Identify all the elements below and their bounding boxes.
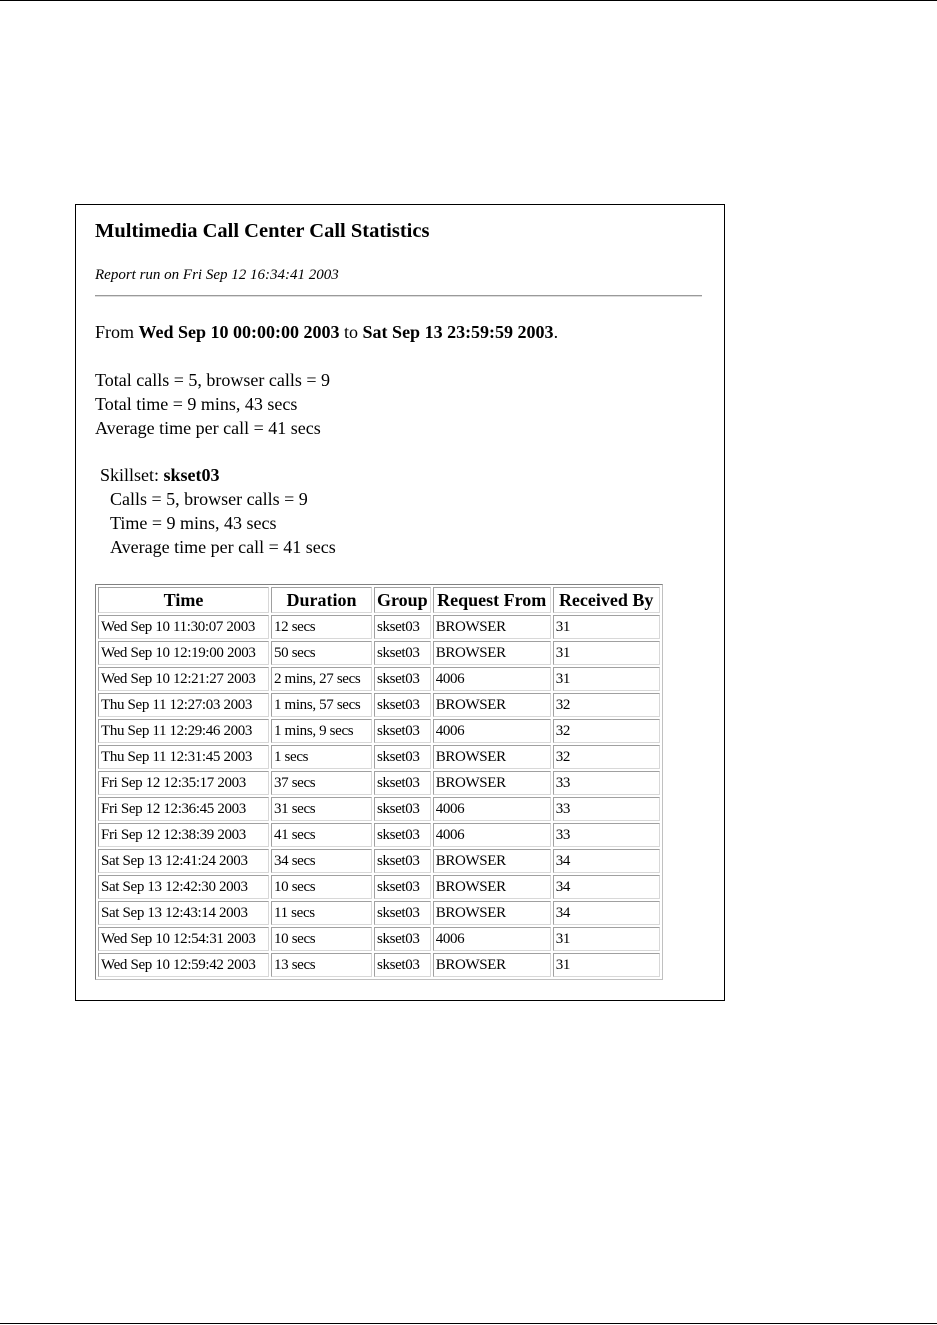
- page-top-rule: [0, 0, 937, 1]
- column-header-time: Time: [98, 587, 269, 613]
- table-row: [98, 719, 660, 743]
- cell-duration: 1 mins, 57 secs: [271, 693, 372, 717]
- skillset-line: [100, 464, 220, 486]
- cell-duration: 41 secs: [271, 823, 372, 847]
- cell-group: skset03: [374, 771, 431, 795]
- cell-group: skset03: [374, 719, 431, 743]
- cell-request-from: BROWSER: [433, 875, 551, 899]
- cell-request-from: BROWSER: [433, 745, 551, 769]
- cell-time: Thu Sep 11 12:31:45 2003: [98, 745, 269, 769]
- table-row: [98, 797, 660, 821]
- report-title: Multimedia Call Center Call Statistics: [95, 220, 430, 242]
- range-from: Wed Sep 10 00:00:00 2003: [138, 322, 340, 342]
- cell-duration: 31 secs: [271, 797, 372, 821]
- cell-time: Wed Sep 10 12:19:00 2003: [98, 641, 269, 665]
- cell-duration: 50 secs: [271, 641, 372, 665]
- cell-received-by: 32: [553, 693, 660, 717]
- column-header-received-by: Received By: [553, 587, 660, 613]
- cell-request-from: 4006: [433, 719, 551, 743]
- cell-time: Sat Sep 13 12:41:24 2003: [98, 849, 269, 873]
- cell-time: Fri Sep 12 12:38:39 2003: [98, 823, 269, 847]
- cell-duration: 12 secs: [271, 615, 372, 639]
- cell-group: skset03: [374, 953, 431, 977]
- cell-group: skset03: [374, 615, 431, 639]
- cell-request-from: 4006: [433, 667, 551, 691]
- cell-request-from: BROWSER: [433, 615, 551, 639]
- cell-received-by: 31: [553, 927, 660, 951]
- skillset-calls: Calls = 5, browser calls = 9: [110, 489, 308, 509]
- cell-group: skset03: [374, 667, 431, 691]
- skillset-average: Average time per call = 41 secs: [110, 537, 336, 557]
- table-row: [98, 667, 660, 691]
- cell-request-from: 4006: [433, 927, 551, 951]
- cell-received-by: 31: [553, 953, 660, 977]
- table-row: [98, 641, 660, 665]
- table-row: [98, 901, 660, 925]
- average-time: Average time per call = 41 secs: [95, 418, 321, 438]
- cell-request-from: 4006: [433, 823, 551, 847]
- table-row: [98, 927, 660, 951]
- cell-group: skset03: [374, 693, 431, 717]
- date-range: [95, 321, 558, 343]
- cell-duration: 10 secs: [271, 875, 372, 899]
- column-header-request-from: Request From: [433, 587, 551, 613]
- cell-received-by: 32: [553, 745, 660, 769]
- cell-received-by: 34: [553, 901, 660, 925]
- cell-received-by: 33: [553, 771, 660, 795]
- cell-time: Sat Sep 13 12:43:14 2003: [98, 901, 269, 925]
- cell-time: Fri Sep 12 12:35:17 2003: [98, 771, 269, 795]
- cell-received-by: 34: [553, 849, 660, 873]
- table-row: [98, 849, 660, 873]
- cell-time: Wed Sep 10 12:21:27 2003: [98, 667, 269, 691]
- table-row: [98, 823, 660, 847]
- cell-time: Fri Sep 12 12:36:45 2003: [98, 797, 269, 821]
- cell-duration: 10 secs: [271, 927, 372, 951]
- table-row: [98, 771, 660, 795]
- cell-duration: 2 mins, 27 secs: [271, 667, 372, 691]
- table-row: [98, 693, 660, 717]
- cell-duration: 13 secs: [271, 953, 372, 977]
- range-to-label: to: [339, 322, 363, 342]
- calls-table-wrapper: [95, 584, 663, 980]
- skillset-name: skset03: [163, 465, 220, 485]
- cell-time: Wed Sep 10 11:30:07 2003: [98, 615, 269, 639]
- table-row: [98, 745, 660, 769]
- cell-request-from: BROWSER: [433, 641, 551, 665]
- calls-table-body: [98, 615, 660, 977]
- range-end: .: [553, 322, 559, 342]
- cell-received-by: 31: [553, 615, 660, 639]
- cell-duration: 34 secs: [271, 849, 372, 873]
- cell-time: Wed Sep 10 12:59:42 2003: [98, 953, 269, 977]
- cell-time: Sat Sep 13 12:42:30 2003: [98, 875, 269, 899]
- cell-group: skset03: [374, 745, 431, 769]
- range-from-label: From: [95, 322, 139, 342]
- cell-received-by: 33: [553, 797, 660, 821]
- cell-received-by: 31: [553, 641, 660, 665]
- cell-received-by: 31: [553, 667, 660, 691]
- cell-time: Thu Sep 11 12:27:03 2003: [98, 693, 269, 717]
- cell-group: skset03: [374, 927, 431, 951]
- cell-request-from: BROWSER: [433, 849, 551, 873]
- cell-request-from: BROWSER: [433, 953, 551, 977]
- total-calls: Total calls = 5, browser calls = 9: [95, 370, 330, 390]
- cell-request-from: BROWSER: [433, 901, 551, 925]
- cell-time: Wed Sep 10 12:54:31 2003: [98, 927, 269, 951]
- column-header-group: Group: [374, 587, 431, 613]
- table-header-row: [98, 587, 660, 613]
- cell-received-by: 33: [553, 823, 660, 847]
- cell-duration: 11 secs: [271, 901, 372, 925]
- cell-group: skset03: [374, 875, 431, 899]
- cell-time: Thu Sep 11 12:29:46 2003: [98, 719, 269, 743]
- cell-group: skset03: [374, 797, 431, 821]
- cell-duration: 1 mins, 9 secs: [271, 719, 372, 743]
- cell-received-by: 32: [553, 719, 660, 743]
- cell-group: skset03: [374, 901, 431, 925]
- cell-request-from: BROWSER: [433, 771, 551, 795]
- calls-table: [95, 584, 663, 980]
- cell-received-by: 34: [553, 875, 660, 899]
- cell-group: skset03: [374, 641, 431, 665]
- cell-group: skset03: [374, 823, 431, 847]
- page-bottom-rule: [0, 1323, 937, 1324]
- cell-group: skset03: [374, 849, 431, 873]
- range-to: Sat Sep 13 23:59:59 2003: [362, 322, 554, 342]
- skillset-time: Time = 9 mins, 43 secs: [110, 513, 277, 533]
- cell-request-from: 4006: [433, 797, 551, 821]
- total-time: Total time = 9 mins, 43 secs: [95, 394, 298, 414]
- column-header-duration: Duration: [271, 587, 372, 613]
- table-row: [98, 875, 660, 899]
- cell-request-from: BROWSER: [433, 693, 551, 717]
- skillset-label: Skillset:: [100, 465, 164, 485]
- cell-duration: 37 secs: [271, 771, 372, 795]
- cell-duration: 1 secs: [271, 745, 372, 769]
- horizontal-rule: [95, 295, 702, 297]
- report-frame: [75, 204, 725, 1001]
- table-row: [98, 953, 660, 977]
- table-row: [98, 615, 660, 639]
- report-run-line: Report run on Fri Sep 12 16:34:41 2003: [95, 267, 339, 283]
